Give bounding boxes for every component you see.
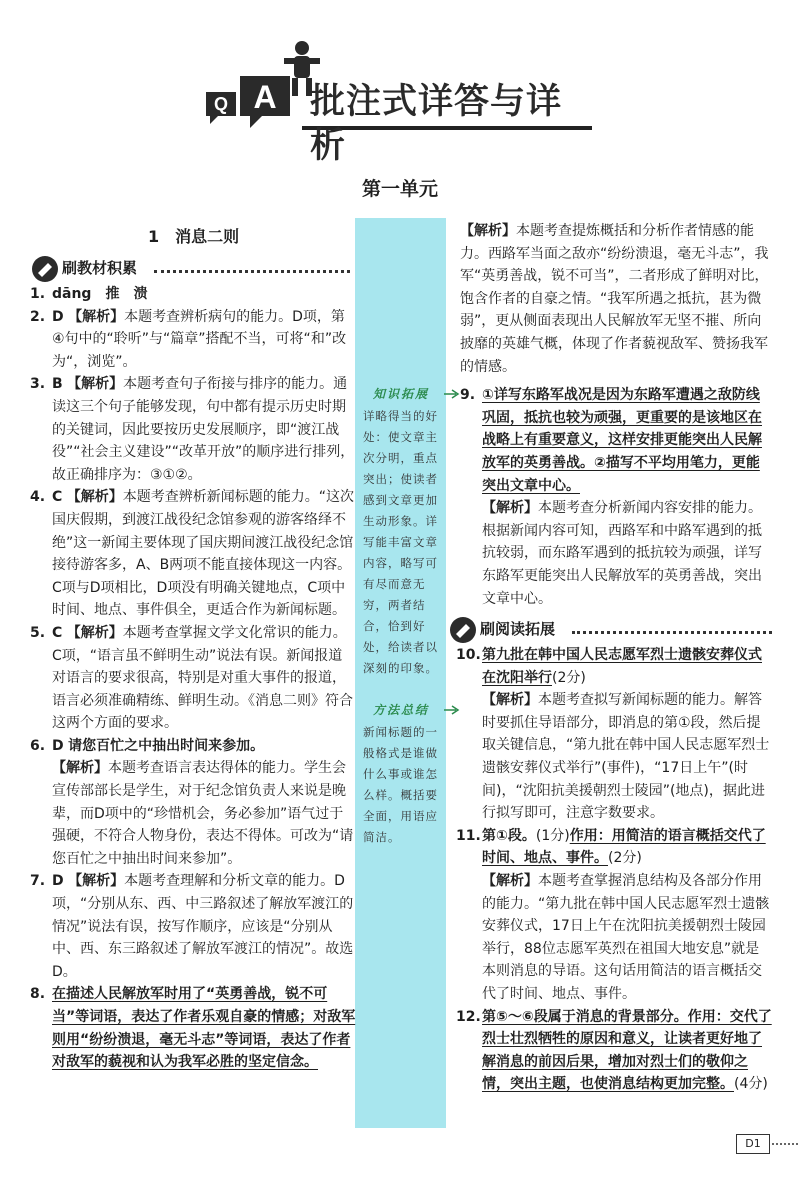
- svg-text:A: A: [253, 79, 277, 115]
- page-edge-dots: [772, 1143, 798, 1145]
- answer-1: 1. dāng 推 溃: [30, 286, 148, 302]
- knowledge-note: [355, 384, 446, 679]
- answer-7: 7. D 【解析】本题考查理解和分析文章的能力。D项，“分别从东、西、中三路叙述了解放军渡江的情况”说法有误，按写作顺序，应该是“分别从中、西、东三路叙述了解放军渡江的情况”。故选D。: [30, 873, 354, 980]
- section-title: 刷阅读拓展: [480, 620, 556, 638]
- unit-title: 第一单元: [361, 178, 438, 200]
- left-column: [30, 283, 356, 1074]
- arrow-right-icon: [444, 705, 460, 715]
- section-header-textbook: [32, 256, 352, 282]
- knowledge-note-heading: 知识拓展: [373, 387, 430, 401]
- lesson-title: 1 消息二则: [148, 227, 240, 246]
- qa-logo: [202, 70, 597, 166]
- pen-badge-icon: [32, 256, 58, 282]
- arrow-right-icon: [444, 389, 460, 399]
- answer-8: 8. 在描述人民解放军时用了“英勇善战，锐不可当”等词语，表达了作者乐观自豪的情感；对敌军则用“纷纷溃退，毫无斗志”等词语，表达了作者对敌军的藐视和认为我军必胜的坚定信念。: [30, 986, 356, 1071]
- analysis-8-continued: 【解析】本题考查提炼概括和分析作者情感的能力。西路军当面之敌亦“纷纷溃退，毫无斗志”，我军“英勇善战，锐不可当”，二者形成了鲜明对比，饱含作者的自豪之情。“我军所遇之抵抗，甚为微弱”，更从侧面表现出人民解放军无坚不摧、所向披靡的英雄气概，体现了作者藐视敌军、赞扬我军的情感。: [460, 223, 769, 375]
- answer-3: 3. B 【解析】本题考查句子衔接与排序的能力。通读这三个句子能够发现，句中都有提示历史时期的关键词，因此要按历史发展顺序，即“渡江战役”“社会主义建设”“改革开放”的顺序进行排列，故正确排序为：③①②。: [30, 376, 355, 483]
- page-number: D1: [736, 1134, 770, 1154]
- page-title: 批注式详答与详析: [310, 82, 563, 166]
- method-note-heading: 方法总结: [373, 703, 430, 717]
- knowledge-note-body: 详略得当的好处：使文章主次分明，重点突出；使读者感到文章更加生动形象。详写能丰富文章内容，略写可有尽而意无穷，两者结合，恰到好处，给读者以深刻的印象。: [363, 409, 438, 675]
- answer-11: 11. 第①段。(1分)作用：用简洁的语言概括交代了时间、地点、事件。(2分) 【解析】本题考查掌握消息结构及各部分作用的能力。“第九批在韩中国人民志愿军烈士遗骸安葬仪式，17日上午在沈阳抗美援朝烈士陵园举行，88位志愿军英烈在祖国大地安息”就是本则消息的导语。这句话用简洁的语言概括交代了时间、地点、事件。: [456, 827, 770, 1002]
- q-speech-bubble-icon: [202, 88, 240, 126]
- method-note-body: 新闻标题的一般格式是谁做什么事或谁怎么样。概括要全面，用语应简洁。: [363, 725, 438, 844]
- answer-5: 5. C 【解析】本题考查掌握文学文化常识的能力。C项，“语言虽不鲜明生动”说法有误。新闻报道对语言的要求很高，特别是对重大事件的报道，语言必须准确精练、鲜明生动。《消息二则》符合这两个方面的要求。: [30, 624, 353, 732]
- svg-text:Q: Q: [213, 94, 229, 114]
- answer-10: 10. 第九批在韩中国人民志愿军烈士遗骸安葬仪式在沈阳举行(2分) 【解析】本题考查拟写新闻标题的能力。解答时要抓住导语部分，即消息的第①段，然后提取关键信息，“第九批在韩中国人民志愿军烈士遗骸安葬仪式举行”(事件)，“17日上午”(时间)，“沈阳抗美援朝烈士陵园”(地点)，据此进行拟写即可，注意字数要求。: [456, 647, 770, 822]
- answer-4: 4. C 【解析】本题考查辨析新闻标题的能力。“这次国庆假期，到渡江战役纪念馆参观的游客络绎不绝”这一新闻主要体现了国庆期间渡江战役纪念馆接待游客多，A、B两项不能直接体现这一内容。C项与D项相比，D项没有明确关键地点，C项中时间、地点、事件俱全，更适合作为新闻标题。: [30, 489, 354, 619]
- answer-6: 6. D 请您百忙之中抽出时间来参加。 【解析】本题考查语言表达得体的能力。学生会宣传部部长是学生，对于纪念馆负责人来说是晚辈，而D项中的“珍惜机会，务必参加”语气过于强硬，不符合人物身份，表达不得体。可改为“请您百忙之中抽出时间来参加”。: [30, 737, 354, 867]
- answer-2: 2. D 【解析】本题考查辨析病句的能力。D项，第④句中的“聆听”与“篇章”搭配不当，可将“和”改为“，浏览”。: [30, 308, 347, 370]
- section-divider: [154, 270, 350, 273]
- right-column: [456, 220, 772, 1096]
- section-title: 刷教材积累: [62, 259, 138, 277]
- method-note: [355, 700, 446, 848]
- answer-9: 9. ①详写东路军战况是因为东路军遭遇之敌防线巩固，抵抗也较为顽强，更重要的是该地区在战略上有重要意义，这样安排更能突出人民解放军的英勇善战。②描写不平均用笔力，更能突出文章中心。 【解析】本题考查分析新闻内容安排的能力。根据新闻内容可知，西路军和中路军遇到的抵抗较弱，而东路军遇到的抵抗较为顽强，详写东路军更能突出人民解放军的英勇善战，突出文章中心。: [460, 387, 762, 607]
- answer-12: 12. 第⑤～⑥段属于消息的背景部分。作用：交代了烈士壮烈牺牲的原因和意义，让读者更好地了解消息的前因后果，增加对烈士们的敬仰之情，突出主题，也使消息结构更加完整。(4分): [456, 1008, 772, 1093]
